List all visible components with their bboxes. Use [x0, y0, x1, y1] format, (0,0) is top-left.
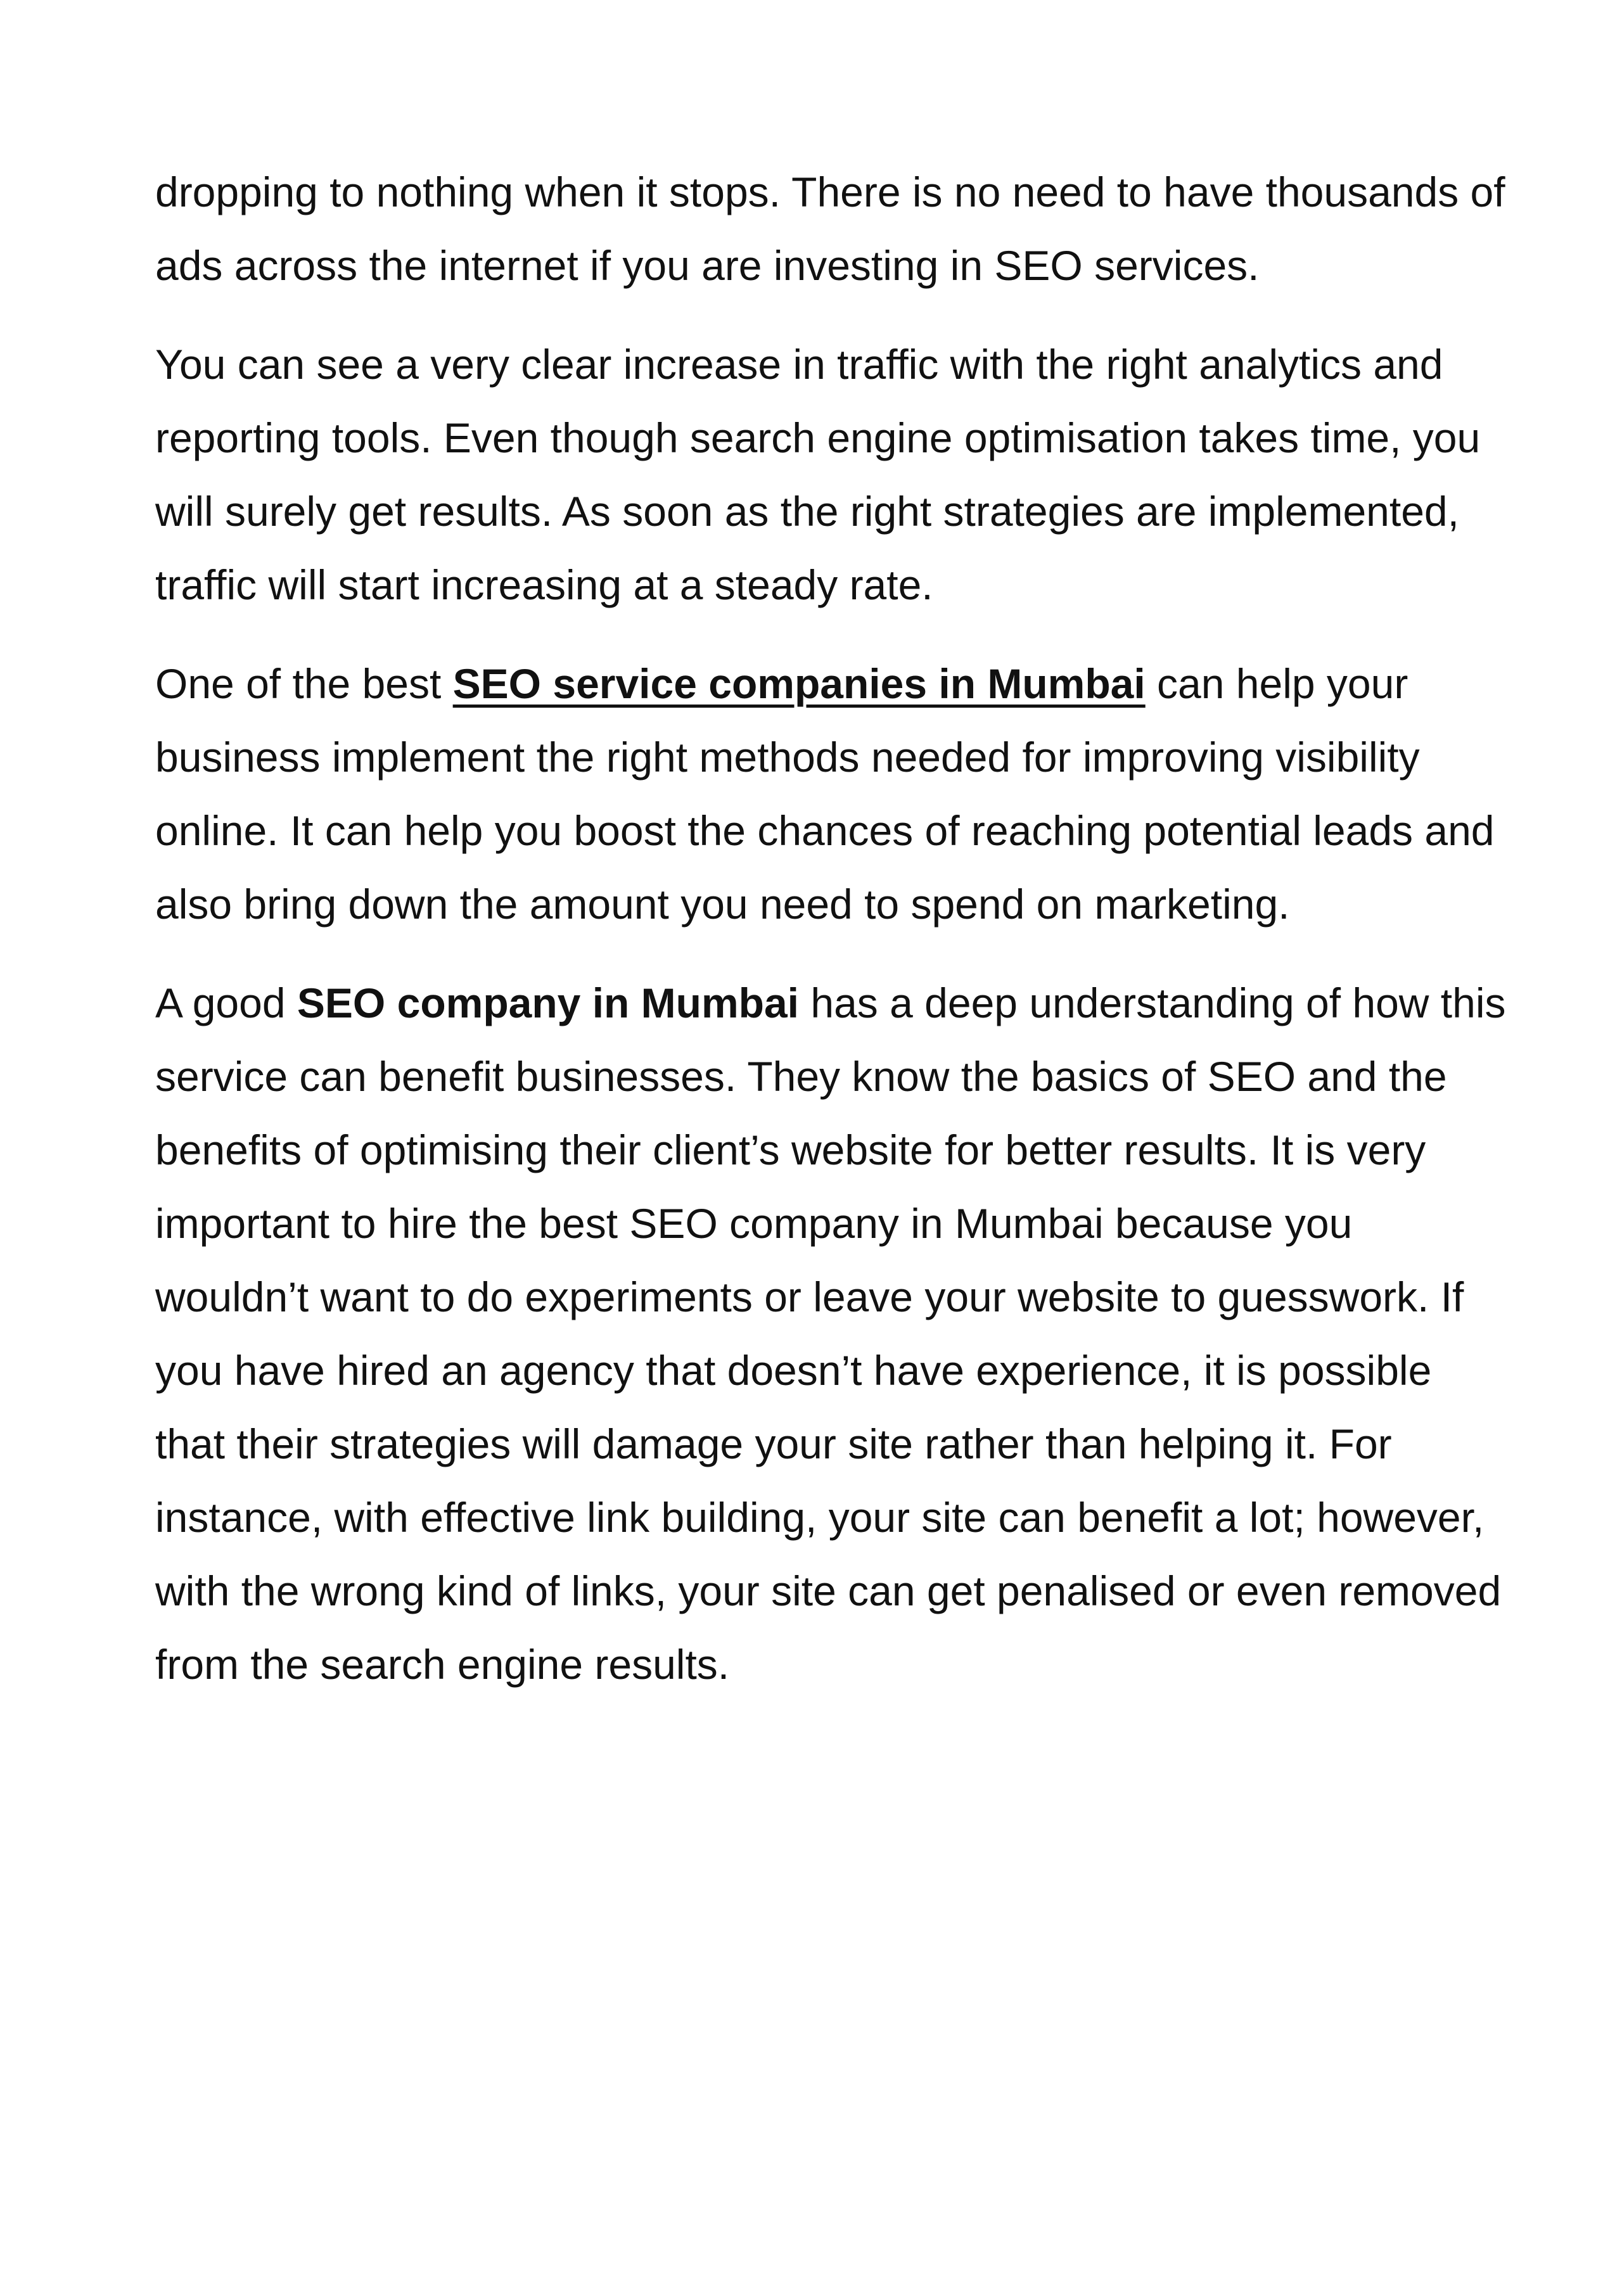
seo-service-companies-link[interactable]: SEO service companies in Mumbai	[452, 660, 1146, 707]
paragraph-4-lead-text: A good	[155, 979, 297, 1026]
paragraph-4-rest-text: has a deep understanding of how this service can benefit businesses. They know the basics of SEO and the benefits of optimising their client’s website for better results. It is very important to hire the best SEO company in Mumbai because you wouldn’t want to do experiments or leave your website to guesswork. If you have hired an agency that doesn’t have experience, it is possible that their strategies will damage your site rather than helping it. For instance, with effective link building, your site can benefit a lot; however, with the wrong kind of links, your site can get penalised or even removed from the search engine results.	[155, 979, 1506, 1688]
paragraph-1	[155, 155, 1511, 302]
paragraph-1-text: dropping to nothing when it stops. There is no need to have thousands of ads across the internet if you are investing in SEO services.	[155, 169, 1505, 289]
paragraph-3-lead-text: One of the best	[155, 660, 453, 707]
paragraph-4	[155, 966, 1511, 1701]
document-body	[155, 155, 1511, 1726]
paragraph-3-rest-text: can help your business implement the right methods needed for improving visibility online. It can help you boost the chances of reaching potential leads and also bring down the amount you need to spend on marketing.	[155, 660, 1495, 928]
seo-company-bold-text: SEO company in Mumbai	[297, 979, 800, 1026]
paragraph-2-text: You can see a very clear increase in traffic with the right analytics and reporting tools. Even though search engine optimisation takes time, you will surely get results. As soon as the right strategies are implemented, traffic will start increasing at a steady rate.	[155, 341, 1481, 608]
paragraph-3	[155, 647, 1511, 941]
paragraph-2	[155, 328, 1511, 622]
